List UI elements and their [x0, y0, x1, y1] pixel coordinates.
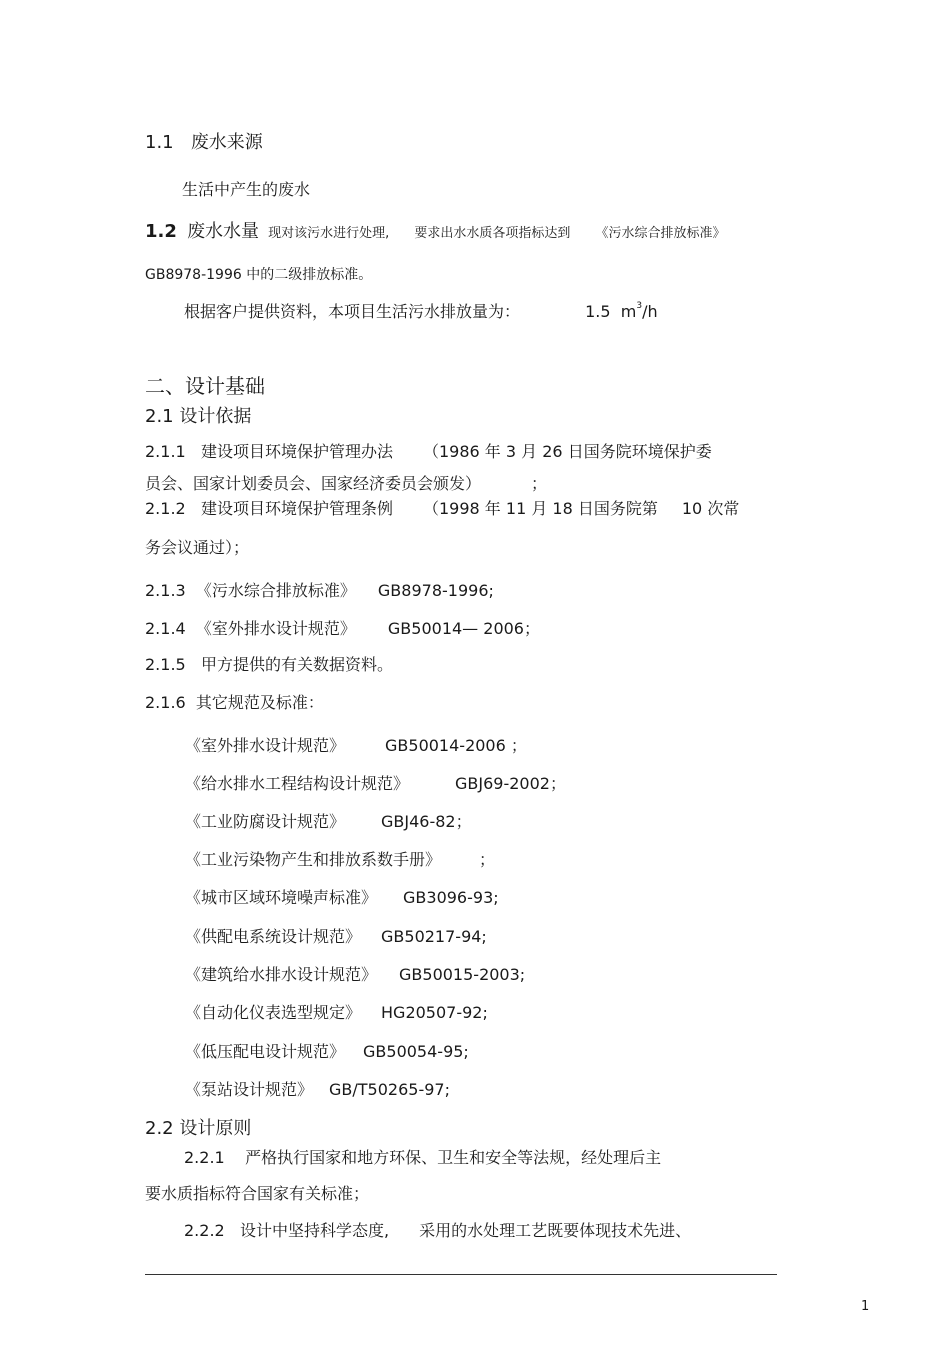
standard-name: 《室外排水设计规范》 [185, 736, 346, 755]
standard-name: 《自动化仪表选型规定》 [185, 1003, 362, 1022]
item-2-1-2-cont: 务会议通过）； [145, 538, 250, 557]
standard-code: GB/T50265-97; [329, 1080, 450, 1099]
item-text-d: ； [531, 474, 548, 493]
standard-name: 《工业污染物产生和排放系数手册》 [185, 850, 434, 869]
standard-code: GBJ69-2002； [455, 774, 566, 793]
section-2-2-heading: 2.2 设计原则 [145, 1118, 252, 1139]
item-2-1-2 [145, 501, 739, 517]
standard-code: GB50217-94; [381, 927, 487, 946]
standard-name: 《工业防腐设计规范》 [185, 812, 346, 831]
item-number: 2.1.2 [145, 499, 186, 518]
standard-name: 《低压配电设计规范》 [185, 1042, 346, 1061]
item-2-1-5 [145, 657, 393, 673]
page-number: 1 [861, 1299, 870, 1314]
standard-item [185, 967, 525, 983]
item-text-a: 《污水综合排放标准》 [195, 581, 356, 600]
standard-item [185, 1005, 488, 1021]
discharge-unit-tail: /h [642, 302, 658, 321]
item-text-a: 严格执行国家和地方环保、卫生和安全等法规，经处理后主 [245, 1148, 662, 1167]
discharge-text: 根据客户提供资料，本项目生活污水排放量为： [184, 302, 521, 321]
section-1-1-heading [145, 134, 263, 152]
standard-code: HG20507-92; [381, 1003, 488, 1022]
item-2-1-1 [145, 444, 712, 460]
standard-item [185, 1082, 450, 1098]
item-number: 2.1.5 [145, 655, 186, 674]
discharge-unit: m [620, 302, 637, 321]
section-1-2-text-a: 现对该污水进行处理, [268, 226, 390, 241]
item-number: 2.1.6 [145, 693, 186, 712]
item-text-b: （1998 年 11 月 18 日国务院第 [423, 499, 658, 518]
item-text-a: 建设项目环境保护管理条例 [200, 499, 393, 518]
standard-code: GB3096-93; [403, 888, 499, 907]
item-2-1-3 [145, 583, 494, 599]
item-text-b: GB8978-1996; [377, 581, 494, 600]
standard-code: GB50014-2006 ； [385, 736, 527, 755]
item-2-1-6 [145, 695, 324, 711]
standard-item [185, 1044, 469, 1060]
item-2-2-1-cont: 要水质指标符合国家有关标准； [145, 1184, 370, 1203]
item-text-c: 员会、国家计划委员会、国家经济委员会颁发） [145, 474, 474, 493]
section-1-2-text-b: 要求出水水质各项指标达到 [414, 226, 571, 241]
discharge-value: 1.5 [585, 302, 611, 321]
section-number: 1.1 [145, 132, 174, 153]
item-text-a: 建设项目环境保护管理办法 [200, 442, 393, 461]
section-1-1-body: 生活中产生的废水 [182, 180, 311, 199]
standard-code: GBJ46-82； [381, 812, 472, 831]
item-number: 2.2.2 [184, 1221, 225, 1240]
standard-name: 《给水排水工程结构设计规范》 [185, 774, 410, 793]
section-title: 废水水量 [187, 221, 260, 242]
item-text-a: 其它规范及标准： [195, 693, 324, 712]
item-text-a: 设计中坚持科学态度, [239, 1221, 390, 1240]
section-1-2-line [145, 223, 726, 241]
standard-name: 《城市区域环境噪声标准》 [185, 888, 378, 907]
standard-name: 《供配电系统设计规范》 [185, 927, 362, 946]
item-text-b: 采用的水处理工艺既要体现技术先进、 [419, 1221, 692, 1240]
section-1-2-line-2: GB8978-1996 中的二级排放标准。 [145, 267, 373, 283]
item-text-c: 10 次常 [681, 499, 740, 518]
discharge-unit-exponent: 3 [636, 301, 643, 311]
section-2-1-heading: 2.1 设计依据 [145, 406, 252, 427]
standard-item [185, 776, 566, 792]
footer-divider [145, 1274, 777, 1275]
item-2-1-4 [145, 621, 540, 637]
item-number: 2.1.1 [145, 442, 186, 461]
item-text-b: （1986 年 3 月 26 日国务院环境保护委 [423, 442, 712, 461]
item-2-2-1 [184, 1150, 661, 1166]
standard-item [185, 738, 527, 754]
standard-item [185, 814, 472, 830]
item-number: 2.2.1 [184, 1148, 225, 1167]
standard-name: 《泵站设计规范》 [185, 1080, 314, 1099]
item-number: 2.1.3 [145, 581, 186, 600]
chapter-2-heading: 二、设计基础 [145, 374, 265, 398]
section-1-2-text-c: 《污水综合排放标准》 [595, 226, 726, 241]
section-number: 1.2 [145, 221, 177, 242]
item-text-a: 甲方提供的有关数据资料。 [200, 655, 393, 674]
standard-item [185, 852, 495, 868]
standard-code: ； [479, 850, 496, 869]
standard-code: GB50015-2003; [399, 965, 526, 984]
standard-item [185, 890, 499, 906]
standard-code: GB50054-95; [363, 1042, 469, 1061]
section-title: 废水来源 [190, 132, 263, 153]
discharge-volume-line [184, 301, 658, 321]
item-text-a: 《室外排水设计规范》 [195, 619, 356, 638]
standard-item [185, 929, 487, 945]
standard-name: 《建筑给水排水设计规范》 [185, 965, 378, 984]
item-text-b: GB50014— 2006； [387, 619, 540, 638]
item-2-2-2 [184, 1223, 691, 1239]
item-number: 2.1.4 [145, 619, 186, 638]
item-2-1-1-cont [145, 476, 547, 492]
